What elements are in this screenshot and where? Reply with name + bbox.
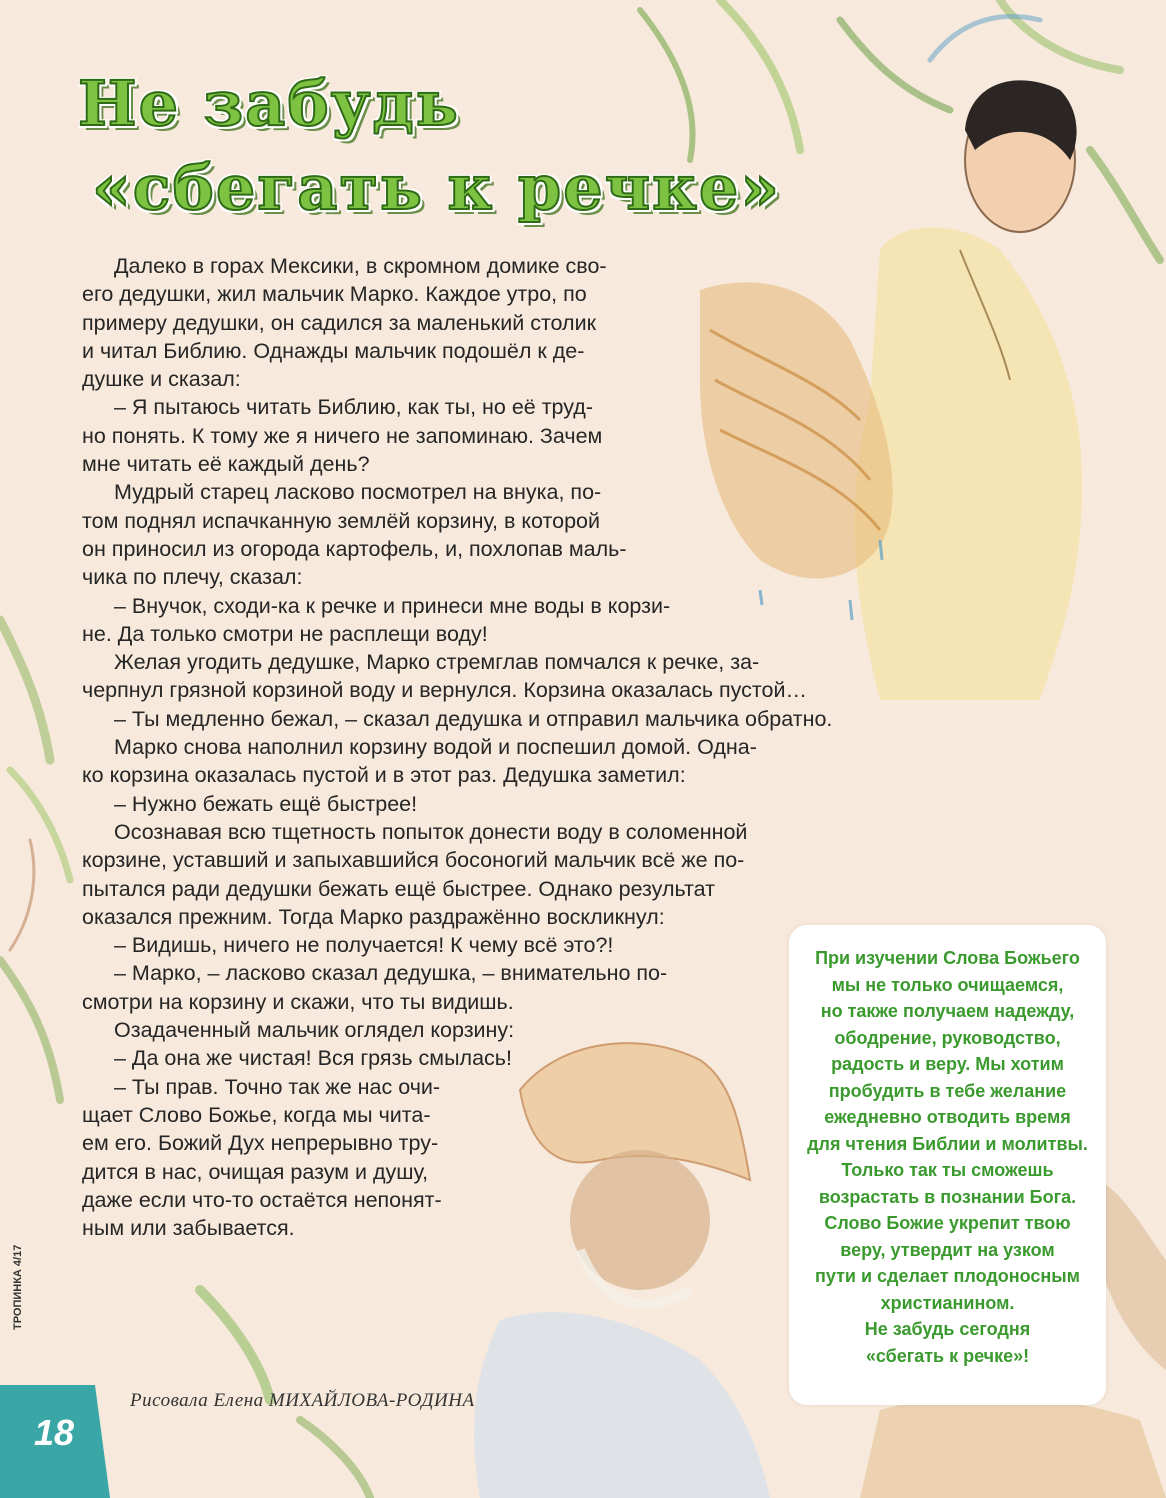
title-line-2: «сбегать к речке» [92,151,782,224]
story-line: ко корзина оказалась пустой и в этот раз. Дедушка заметил: [82,763,686,788]
story-line: – Я пытаюсь читать Библию, как ты, но её труд- [114,395,594,420]
story-line: примеру дедушки, он садился за маленький столик [82,310,597,335]
story-line: щает Слово Божье, когда мы чита- [82,1102,431,1127]
story-line: – Нужно бежать ещё быстрее! [114,791,418,816]
story-line: Желая угодить дедушке, Марко стремглав помчался к речке, за- [114,650,760,675]
callout-line: христианином. [880,1292,1015,1313]
story-line: смотри на корзину и скажи, что ты видишь. [82,989,514,1014]
callout-line: но также получаем надежду, [820,1001,1075,1021]
story-line: оказался прежним. Тогда Марко раздражённо воскликнул: [82,904,665,929]
story-line: Марко снова наполнил корзину водой и поспешил домой. Одна- [114,735,757,760]
callout-line: радость и веру. Мы хотим [831,1054,1064,1074]
story-line: душке и сказал: [82,367,241,392]
callout-line: пути и сделает плодоносным [815,1266,1080,1286]
story-text [82,252,902,1242]
story-line: черпнул грязной корзиной воду и вернулся. Корзина оказалась пустой… [82,678,807,703]
story-line: ем его. Божий Дух непрерывно тру- [82,1131,439,1156]
page-title [78,62,878,230]
story-line: – Ты прав. Точно так же нас очи- [114,1074,441,1099]
callout-line: пробудить в тебе желание [828,1080,1067,1101]
callout-text [789,945,1106,1369]
story-line: не. Да только смотри не расплещи воду! [82,621,488,646]
story-line: он приносил из огорода картофель, и, похлопав маль- [82,536,627,561]
story-line: – Ты медленно бежал, – сказал дедушка и отправил мальчика обратно. [114,706,833,731]
story-line: Озадаченный мальчик оглядел корзину: [114,1018,515,1043]
callout-line: для чтения Библии и молитвы. [807,1133,1088,1154]
page-number: 18 [34,1412,75,1453]
callout-box [789,925,1106,1405]
illustrator-credit: Рисовала Елена МИХАЙЛОВА-РОДИНА [130,1390,475,1411]
callout-line: мы не только очищаемся, [831,974,1064,995]
callout-line: Не забудь сегодня [864,1319,1031,1339]
callout-line: При изучении Слова Божьего [815,948,1080,968]
story-line: – Марко, – ласково сказал дедушка, – внимательно по- [114,961,668,986]
magazine-issue-label: ТРОПИНКА 4/17 [12,1244,24,1330]
callout-line: «сбегать к речке»! [865,1345,1030,1366]
story-line: Осознавая всю тщетность попыток донести воду в соломенной [114,819,748,844]
callout-line: ежедневно отводить время [824,1107,1071,1127]
story-line: Далеко в горах Мексики, в скромном домике сво- [114,254,607,278]
story-line: дится в нас, очищая разум и душу, [82,1159,429,1184]
story-line: – Видишь, ничего не получается! К чему всё это?! [114,933,614,958]
story-line: ным или забывается. [82,1216,295,1241]
story-line: том поднял испачканную землёй корзину, в которой [82,508,601,533]
story-line: его дедушки, жил мальчик Марко. Каждое утро, по [82,282,587,307]
callout-line: Слово Божие укрепит твою [824,1213,1071,1233]
story-line: но понять. К тому же я ничего не запоминаю. Зачем [82,423,603,448]
story-line: корзине, уставший и запыхавшийся босоногий мальчик всё же по- [82,848,745,873]
story-line: и читал Библию. Однажды мальчик подошёл к де- [82,338,585,363]
story-line: мне читать её каждый день? [82,452,370,477]
story-line: чика по плечу, сказал: [82,565,303,590]
story-line: Мудрый старец ласково посмотрел на внука, по- [114,480,602,505]
story-line: – Внучок, сходи-ка к речке и принеси мне воды в корзи- [114,593,671,618]
title-line-1: Не забудь [78,67,460,140]
callout-line: возрастать в познании Бога. [818,1186,1077,1207]
story-line: – Да она же чистая! Вся грязь смылась! [114,1046,512,1071]
callout-line: Только так ты сможешь [841,1160,1054,1180]
callout-line: ободрение, руководство, [834,1027,1061,1048]
callout-line: веру, утвердит на узком [840,1239,1055,1260]
story-line: пытался ради дедушки бежать ещё быстрее. Однако результат [82,876,715,901]
story-line: даже если что-то остаётся непонят- [82,1187,442,1212]
